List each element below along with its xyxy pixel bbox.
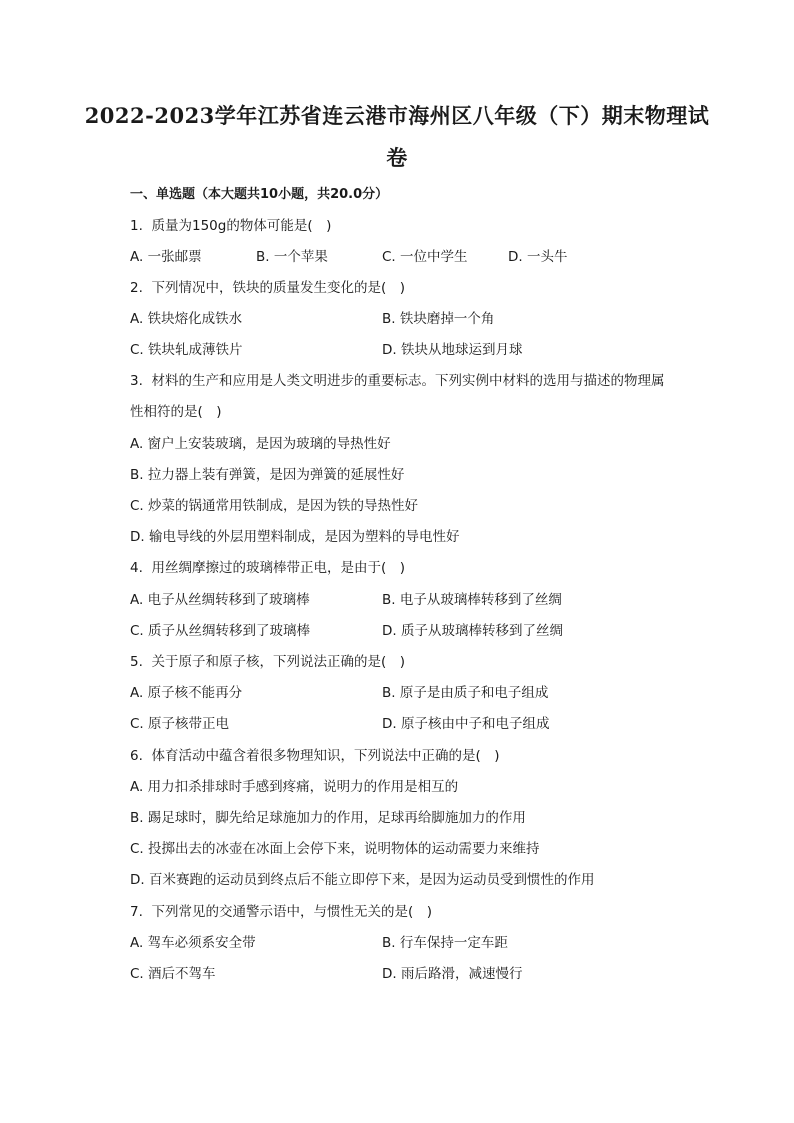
question-5-option-b[interactable]: B. 原子是由质子和电子组成 (382, 685, 549, 701)
question-text: 关于原子和原子核，下列说法正确的是( ) (151, 654, 406, 670)
question-7-option-d[interactable]: D. 雨后路滑，减速慢行 (382, 966, 523, 982)
question-3-option-b[interactable]: B. 拉力器上装有弹簧，是因为弹簧的延展性好 (130, 467, 405, 483)
question-4-option-d[interactable]: D. 质子从玻璃棒转移到了丝绸 (382, 623, 563, 639)
question-2-option-d[interactable]: D. 铁块从地球运到月球 (382, 342, 523, 358)
question-1-option-a[interactable]: A. 一张邮票 (130, 249, 202, 265)
question-3-option-c[interactable]: C. 炒菜的锅通常用铁制成，是因为铁的导热性好 (130, 498, 419, 514)
question-text: 下列情况中，铁块的质量发生变化的是( ) (151, 280, 406, 296)
question-4-option-b[interactable]: B. 电子从玻璃棒转移到了丝绸 (382, 592, 562, 608)
question-5-option-d[interactable]: D. 原子核由中子和电子组成 (382, 716, 550, 732)
question-5-stem (130, 652, 405, 672)
question-text: 下列常见的交通警示语中，与惯性无关的是( ) (151, 904, 433, 920)
question-1-option-d[interactable]: D. 一头牛 (508, 249, 568, 265)
question-3-option-a[interactable]: A. 窗户上安装玻璃，是因为玻璃的导热性好 (130, 436, 391, 452)
question-6-option-d[interactable]: D. 百米赛跑的运动员到终点后不能立即停下来，是因为运动员受到惯性的作用 (130, 872, 595, 888)
question-7-option-b[interactable]: B. 行车保持一定车距 (382, 935, 508, 951)
question-1-stem (130, 216, 331, 236)
question-6-option-c[interactable]: C. 投掷出去的冰壶在冰面上会停下来，说明物体的运动需要力来维持 (130, 841, 540, 857)
question-3-stem-continued: 性相符的是( ) (130, 404, 222, 420)
question-3-option-d[interactable]: D. 输电导线的外层用塑料制成，是因为塑料的导电性好 (130, 529, 460, 545)
question-7-option-c[interactable]: C. 酒后不驾车 (130, 966, 216, 982)
question-2-option-c[interactable]: C. 铁块轧成薄铁片 (130, 342, 243, 358)
question-2-stem (130, 278, 405, 298)
exam-title-line-2: 卷 (386, 145, 408, 170)
section-heading: 一、单选题（本大题共10小题，共20.0分） (130, 187, 389, 202)
question-4-stem (130, 558, 405, 578)
question-5-option-a[interactable]: A. 原子核不能再分 (130, 685, 243, 701)
question-text: 质量为150g的物体可能是( ) (151, 218, 332, 234)
question-4-option-c[interactable]: C. 质子从丝绸转移到了玻璃棒 (130, 623, 311, 639)
question-6-option-a[interactable]: A. 用力扣杀排球时手感到疼痛，说明力的作用是相互的 (130, 779, 459, 795)
question-5-option-c[interactable]: C. 原子核带正电 (130, 716, 230, 732)
question-number: 4. (130, 560, 143, 576)
question-number: 3. (130, 373, 143, 389)
question-2-option-a[interactable]: A. 铁块熔化成铁水 (130, 311, 243, 327)
exam-title-line-1: 2022-2023学年江苏省连云港市海州区八年级（下）期末物理试 (84, 103, 710, 128)
question-7-option-a[interactable]: A. 驾车必须系安全带 (130, 935, 256, 951)
question-1-option-c[interactable]: C. 一位中学生 (382, 249, 468, 265)
question-4-option-a[interactable]: A. 电子从丝绸转移到了玻璃棒 (130, 592, 310, 608)
question-text: 体育活动中蕴含着很多物理知识，下列说法中正确的是( ) (151, 748, 500, 764)
question-number: 5. (130, 654, 143, 670)
question-text: 用丝绸摩擦过的玻璃棒带正电，是由于( ) (151, 560, 406, 576)
question-6-option-b[interactable]: B. 踢足球时，脚先给足球施加力的作用，足球再给脚施加力的作用 (130, 810, 526, 826)
question-number: 6. (130, 748, 143, 764)
question-number: 7. (130, 904, 143, 920)
question-number: 2. (130, 280, 143, 296)
question-7-stem (130, 902, 432, 922)
question-6-stem (130, 746, 500, 766)
question-2-option-b[interactable]: B. 铁块磨掉一个角 (382, 311, 495, 327)
question-number: 1. (130, 218, 143, 234)
question-3-stem (130, 371, 664, 391)
question-1-option-b[interactable]: B. 一个苹果 (256, 249, 328, 265)
question-text: 材料的生产和应用是人类文明进步的重要标志。下列实例中材料的选用与描述的物理属 (151, 373, 665, 389)
